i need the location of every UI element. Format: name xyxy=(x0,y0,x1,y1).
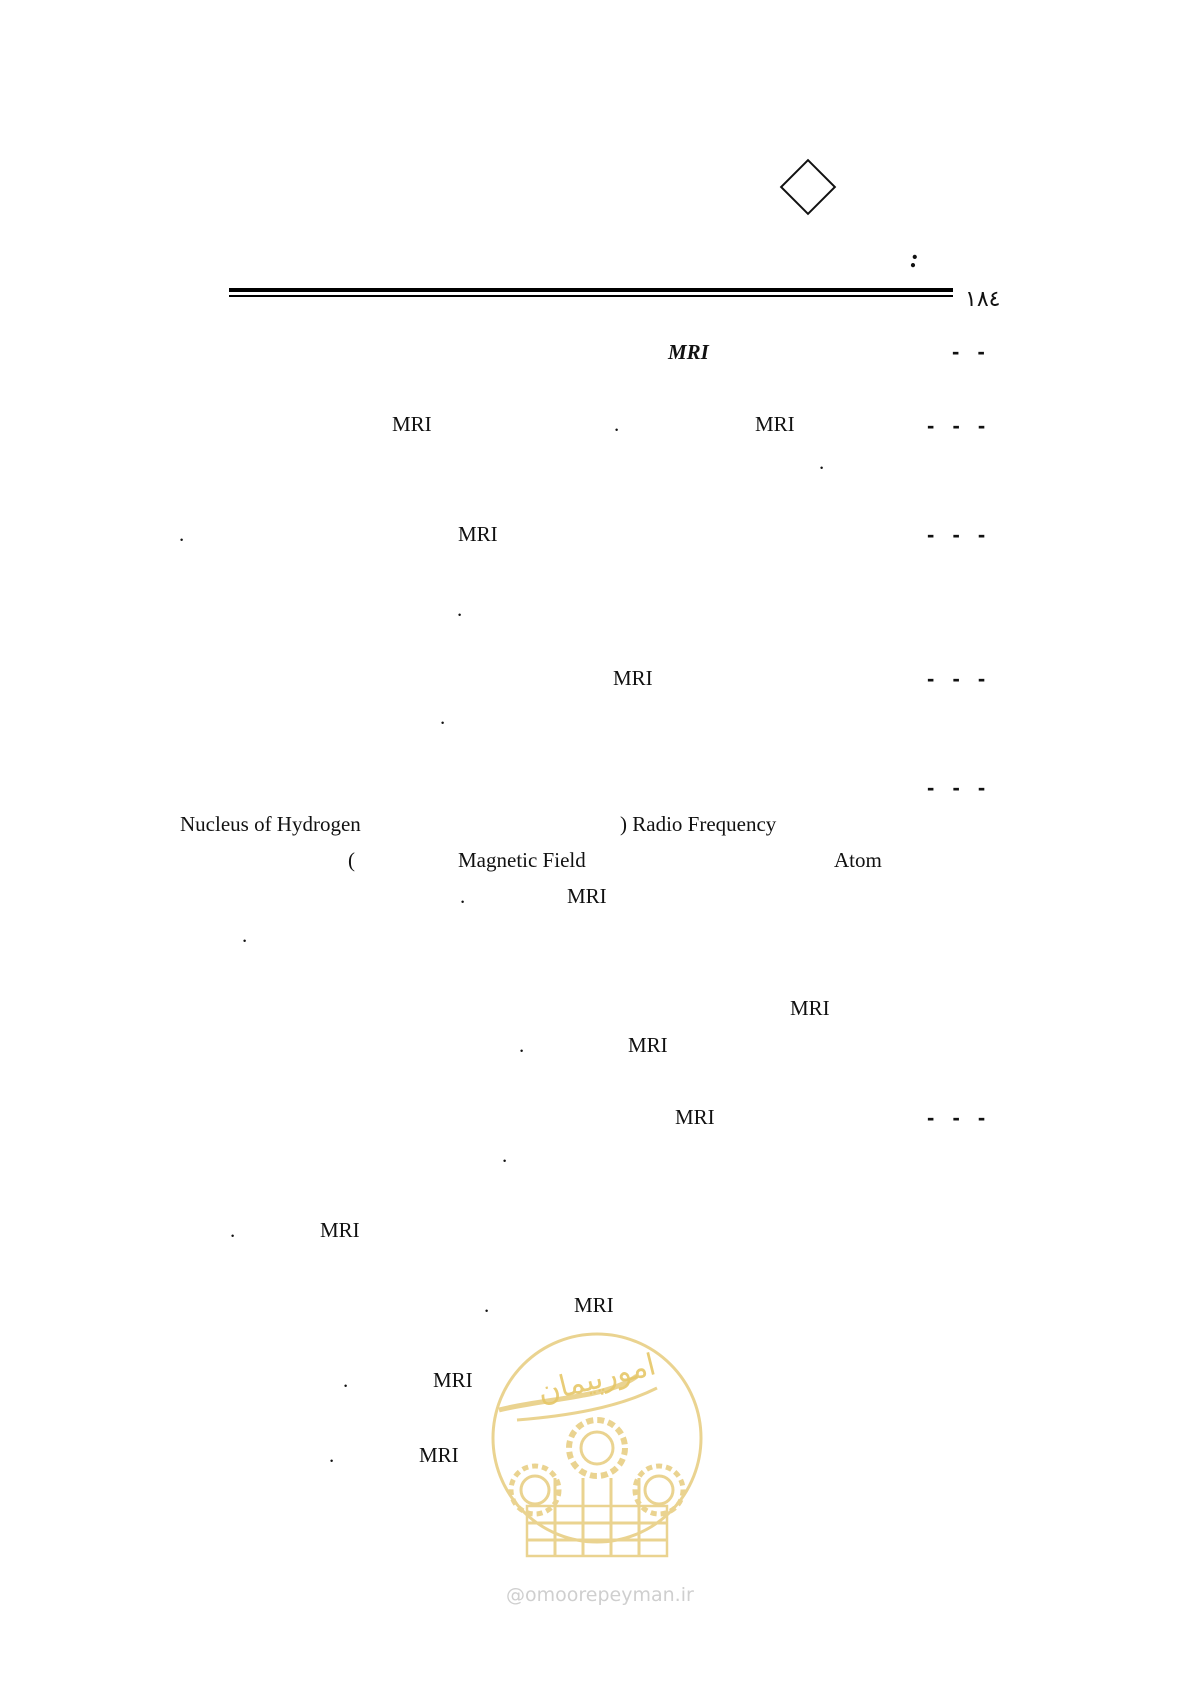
p8-mri: MRI xyxy=(320,1218,360,1242)
term-magnetic-field: Magnetic Field xyxy=(458,848,586,872)
q2-dot: . xyxy=(614,412,620,436)
term-radio-frequency: ) Radio Frequency xyxy=(620,812,777,836)
diamond-ornament-icon xyxy=(780,159,837,216)
q4-end-dot: . xyxy=(440,705,446,729)
term-nucleus-of-hydrogen: Nucleus of Hydrogen xyxy=(180,812,361,836)
watermark-logo-icon xyxy=(487,1328,707,1588)
q7-end-dot: . xyxy=(502,1143,508,1167)
header-rule-bottom xyxy=(229,295,953,297)
watermark-url: @omoorepeyman.ir xyxy=(506,1584,694,1606)
q2-mri-a: MRI xyxy=(392,412,432,436)
p10-dot: . xyxy=(343,1368,349,1392)
watermark-logo-text: امورپیمان xyxy=(534,1347,660,1411)
p6-mri-b: MRI xyxy=(628,1033,668,1057)
header-rule-top xyxy=(229,288,953,292)
p8-dot: . xyxy=(230,1218,236,1242)
question-marker: - - - xyxy=(927,522,992,547)
p9-mri: MRI xyxy=(574,1293,614,1317)
term-atom: Atom xyxy=(834,848,882,872)
question-marker: - - - xyxy=(927,1105,992,1130)
question-marker: - - - xyxy=(927,413,992,438)
q3-dot: . xyxy=(179,522,185,546)
question-marker: - - - xyxy=(927,775,992,800)
q2-end-dot: . xyxy=(819,450,825,474)
header-colon: : xyxy=(910,244,919,273)
q1-mri-term: MRI xyxy=(668,340,709,364)
question-marker: - - - xyxy=(927,666,992,691)
q4-mri: MRI xyxy=(613,666,653,690)
p5-dot: . xyxy=(460,884,466,908)
page-number: ١٨٤ xyxy=(965,287,1001,312)
p9-dot: . xyxy=(484,1293,490,1317)
q3-mri: MRI xyxy=(458,522,498,546)
question-marker: - - xyxy=(952,339,991,364)
p10-mri: MRI xyxy=(433,1368,473,1392)
p5-mri: MRI xyxy=(567,884,607,908)
p11-dot: . xyxy=(329,1443,335,1467)
p5-end-dot: . xyxy=(242,923,248,947)
q3-end-dot: . xyxy=(457,597,463,621)
q7-mri: MRI xyxy=(675,1105,715,1129)
open-paren: ( xyxy=(348,848,355,872)
q2-mri-b: MRI xyxy=(755,412,795,436)
p6-dot: . xyxy=(519,1033,525,1057)
p11-mri: MRI xyxy=(419,1443,459,1467)
p6-mri-a: MRI xyxy=(790,996,830,1020)
